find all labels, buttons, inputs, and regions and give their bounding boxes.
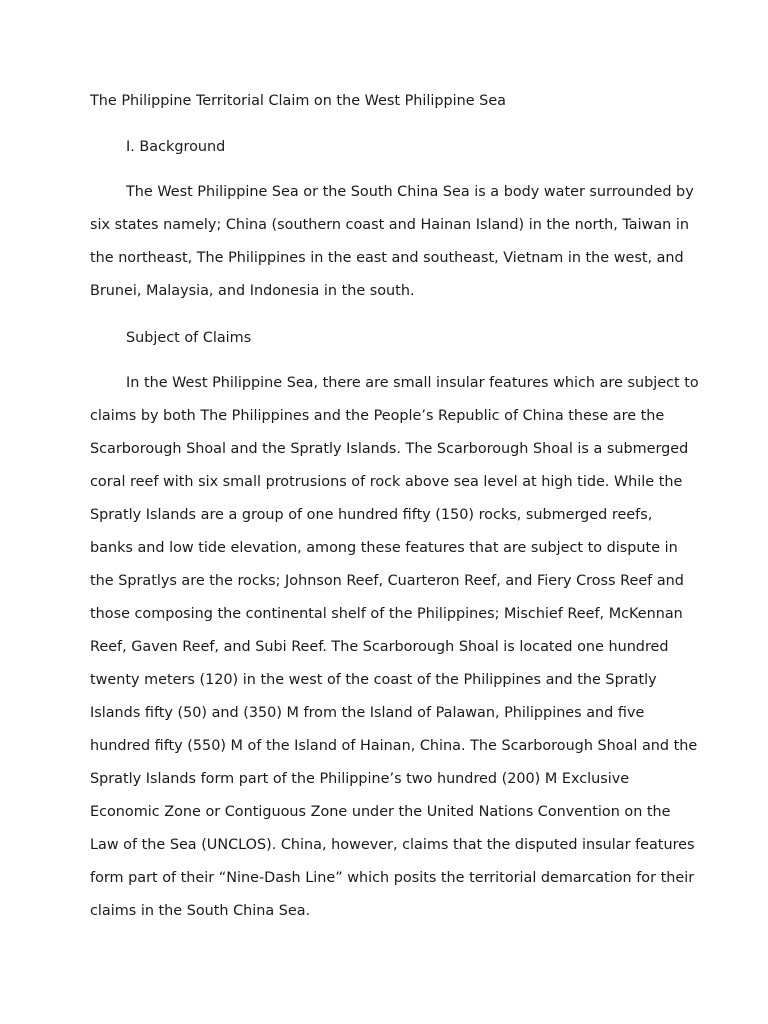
paragraph-line: form part of their “Nine-Dash Line” which posits the territorial demarcation for their xyxy=(90,870,695,886)
paragraph-line: Reef, Gaven Reef, and Subi Reef. The Scarborough Shoal is located one hundred xyxy=(90,639,669,655)
paragraph-line: hundred fifty (550) M of the Island of Hainan, China. The Scarborough Shoal and the xyxy=(90,738,698,754)
paragraph-line: Scarborough Shoal and the Spratly Islands. The Scarborough Shoal is a submerged xyxy=(90,441,689,457)
paragraph-line: Brunei, Malaysia, and Indonesia in the south. xyxy=(90,283,415,299)
paragraph-line: Islands fifty (50) and (350) M from the Island of Palawan, Philippines and five xyxy=(90,705,645,721)
paragraph-line: Spratly Islands form part of the Philippine’s two hundred (200) M Exclusive xyxy=(90,771,630,787)
section-heading: I. Background xyxy=(126,139,226,155)
paragraph-line: coral reef with six small protrusions of rock above sea level at high tide. While the xyxy=(90,474,683,490)
paragraph-line: Spratly Islands are a group of one hundred fifty (150) rocks, submerged reefs, xyxy=(90,507,653,523)
paragraph-line: The West Philippine Sea or the South China Sea is a body water surrounded by xyxy=(126,184,694,200)
paragraph-line: claims in the South China Sea. xyxy=(90,903,311,919)
paragraph-line: claims by both The Philippines and the People’s Republic of China these are the xyxy=(90,408,665,424)
paragraph-line: In the West Philippine Sea, there are small insular features which are subject to xyxy=(126,375,699,391)
paragraph-line: Law of the Sea (UNCLOS). China, however, claims that the disputed insular features xyxy=(90,837,695,853)
paragraph-line: the Spratlys are the rocks; Johnson Reef, Cuarteron Reef, and Fiery Cross Reef and xyxy=(90,573,684,589)
paragraph-line: Economic Zone or Contiguous Zone under the United Nations Convention on the xyxy=(90,804,671,820)
subheading: Subject of Claims xyxy=(126,330,252,346)
paragraph-line: banks and low tide elevation, among these features that are subject to dispute in xyxy=(90,540,678,556)
paragraph-line: twenty meters (120) in the west of the coast of the Philippines and the Spratly xyxy=(90,672,657,688)
paragraph-line: six states namely; China (southern coast and Hainan Island) in the north, Taiwan in xyxy=(90,217,689,233)
document-title: The Philippine Territorial Claim on the West Philippine Sea xyxy=(90,93,506,109)
paragraph-line: those composing the continental shelf of the Philippines; Mischief Reef, McKennan xyxy=(90,606,683,622)
paragraph-line: the northeast, The Philippines in the east and southeast, Vietnam in the west, and xyxy=(90,250,684,266)
